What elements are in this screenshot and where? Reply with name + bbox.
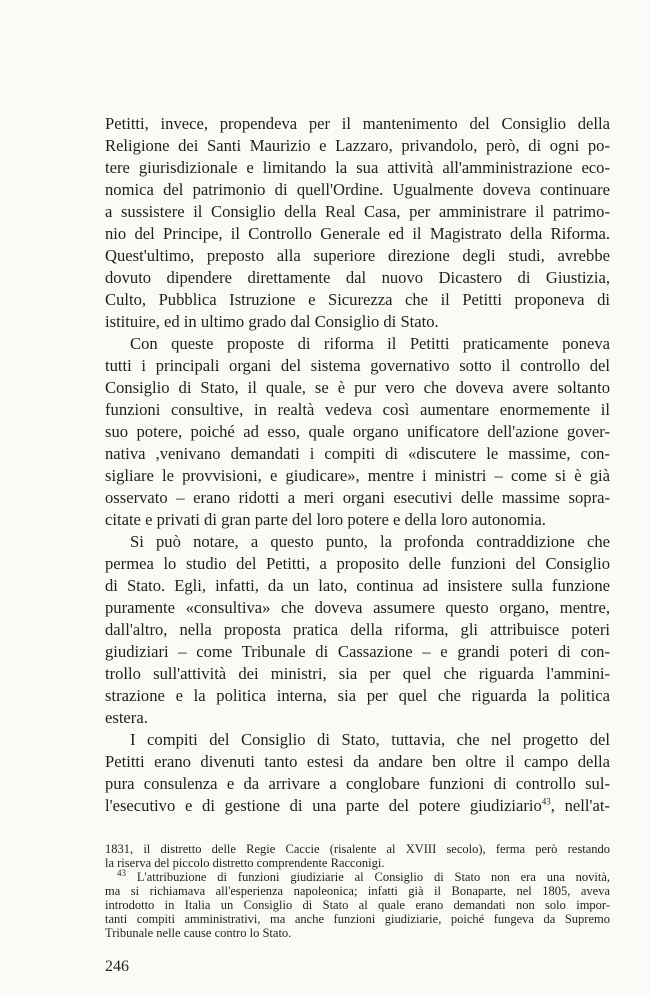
text-fragment: l'esecutivo e di gestione di una parte del potere giudiziario [105,796,542,815]
footnote-line: 1831, il distretto delle Regie Caccie (risalente al XVIII secolo), ferma però restando [105,842,610,856]
text-line: di Stato. Egli, infatti, da un lato, continua ad insistere sulla funzione [105,576,610,595]
footnote-line: introdotto in Italia un Consiglio di Stato al quale erano demandati non solo impor- [105,898,610,912]
text-line: osservato – erano ridotti a meri organi esecutivi delle massime sopra- [105,488,610,507]
text-line: funzioni consultive, in realtà vedeva così aumentare enormemente il [105,400,610,419]
text-line: Con queste proposte di riforma il Petitti praticamente poneva [130,334,610,353]
text-line: tutti i principali organi del sistema governativo sotto il controllo del [105,356,610,375]
page-number: 246 [105,958,129,975]
text-line: nio del Principe, il Controllo Generale ed il Magistrato della Riforma. [105,224,610,243]
text-fragment: L'attribuzione di funzioni giudiziarie al Consiglio di Stato non era una novità, [126,870,610,884]
text-line: suo potere, poiché ad esso, quale organo unificatore dell'azione gover- [105,422,610,441]
text-line: Petitti erano divenuti tanto estesi da andare ben oltre il campo della [105,752,610,771]
text-line: nativa ,venivano demandati i compiti di «discutere le massime, con- [105,444,610,463]
footnote-line: la riserva del piccolo distretto comprendente Racconigi. [105,856,385,870]
text-line: estera. [105,708,148,727]
text-line: strazione e la politica interna, sia per quel che riguarda la politica [105,686,610,705]
text-line: I compiti del Consiglio di Stato, tuttavia, che nel progetto del [130,730,610,749]
text-line: a sussistere il Consiglio della Real Casa, per amministrare il patrimo- [105,202,610,221]
footnote-line: Tribunale nelle cause contro lo Stato. [105,926,292,940]
text-line: Consiglio di Stato, il quale, se è pur vero che doveva avere soltanto [105,378,610,397]
text-line: citate e privati di gran parte del loro potere e della loro autonomia. [105,510,546,529]
text-line: dovuto dipendere direttamente dal nuovo Dicastero di Giustizia, [105,268,610,287]
footnote-line: ma si richiamava all'esperienza napoleonica; infatti già il Bonaparte, nel 1805, aveva [105,884,610,898]
text-line: giudiziari – come Tribunale di Cassazione – e grandi poteri di con- [105,642,610,661]
text-fragment: , nell'at- [550,796,611,815]
text-line: permea lo studio del Petitti, a proposito delle funzioni del Consiglio [105,554,610,573]
text-line: istituire, ed in ultimo grado dal Consiglio di Stato. [105,312,439,331]
text-line: nomica del patrimonio di quell'Ordine. Ugualmente doveva continuare [105,180,610,199]
text-line: pura consulenza e da arrivare a conglobare funzioni di controllo sul- [105,774,610,793]
text-line: Si può notare, a questo punto, la profonda contraddizione che [130,532,610,551]
text-line [105,795,610,817]
text-line: puramente «consultiva» che doveva assumere questo organo, mentre, [105,598,610,617]
footnote-ref-43: 43 [541,796,551,807]
footnote-line: tanti compiti amministrativi, ma anche funzioni giudiziarie, poiché fungeva da Supremo [105,912,610,926]
text-line: sigliare le provvisioni, e giudicare», mentre i ministri – come si è già [105,466,610,485]
text-line: Petitti, invece, propendeva per il mantenimento del Consiglio della [105,114,610,133]
text-line: Quest'ultimo, preposto alla superiore direzione degli studi, avrebbe [105,246,610,265]
text-line: dall'altro, nella proposta pratica della riforma, gli attribuisce poteri [105,620,610,639]
footnote-line [117,867,610,884]
text-line: Culto, Pubblica Istruzione e Sicurezza che il Petitti proponeva di [105,290,610,309]
footnote-number-43: 43 [117,867,126,878]
text-line: trollo sull'attività dei ministri, sia per quel che riguarda l'ammini- [105,664,610,683]
text-line: tere giurisdizionale e limitando la sua attività all'amministrazione eco- [105,158,610,177]
text-line: Religione dei Santi Maurizio e Lazzaro, privandolo, però, di ogni po- [105,136,610,155]
